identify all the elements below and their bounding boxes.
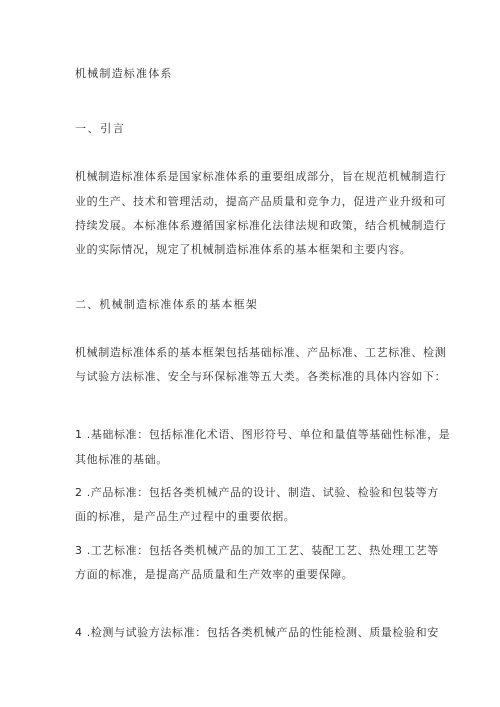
paragraph-line: 业的生产、技术和管理活动，提高产品质量和竞争力，促进产业升级和可 (75, 195, 447, 208)
document-title: 机械制造标准体系 (75, 67, 173, 80)
list-item-line: 4 .检测与试验方法标准：包括各类机械产品的性能检测、质量检验和安 (75, 626, 439, 639)
paragraph-line: 与试验方法标准、安全与环保标准等五大类。各类标准的具体内容如下： (75, 370, 447, 383)
list-item-line: 1 .基础标准：包括标准化术语、图形符号、单位和量值等基础性标准，是 (75, 428, 451, 441)
paragraph-line: 业的实际情况，规定了机械制造标准体系的基本框架和主要内容。 (75, 243, 412, 256)
list-item-line: 方面的标准，是提高产品质量和生产效率的重要保障。 (75, 568, 354, 581)
paragraph-line: 持续发展。本标准体系遵循国家标准化法律法规和政策，结合机械制造行 (75, 219, 447, 232)
list-item-line: 3 .工艺标准：包括各类机械产品的加工工艺、装配工艺、热处理工艺等 (75, 544, 439, 557)
list-item-line: 面的标准，是产品生产过程中的重要依据。 (75, 510, 296, 523)
section-heading-intro: 一、引言 (75, 122, 126, 135)
list-item-line: 2 .产品标准：包括各类机械产品的设计、制造、试验、检验和包装等方 (75, 486, 439, 499)
list-item-line: 其他标准的基础。 (75, 453, 168, 466)
paragraph-line: 机械制造标准体系的基本框架包括基础标准、产品标准、工艺标准、检测 (75, 346, 447, 359)
section-heading-framework: 二、机械制造标准体系的基本框架 (75, 298, 258, 311)
paragraph-line: 机械制造标准体系是国家标准体系的重要组成部分，旨在规范机械制造行 (75, 170, 447, 183)
